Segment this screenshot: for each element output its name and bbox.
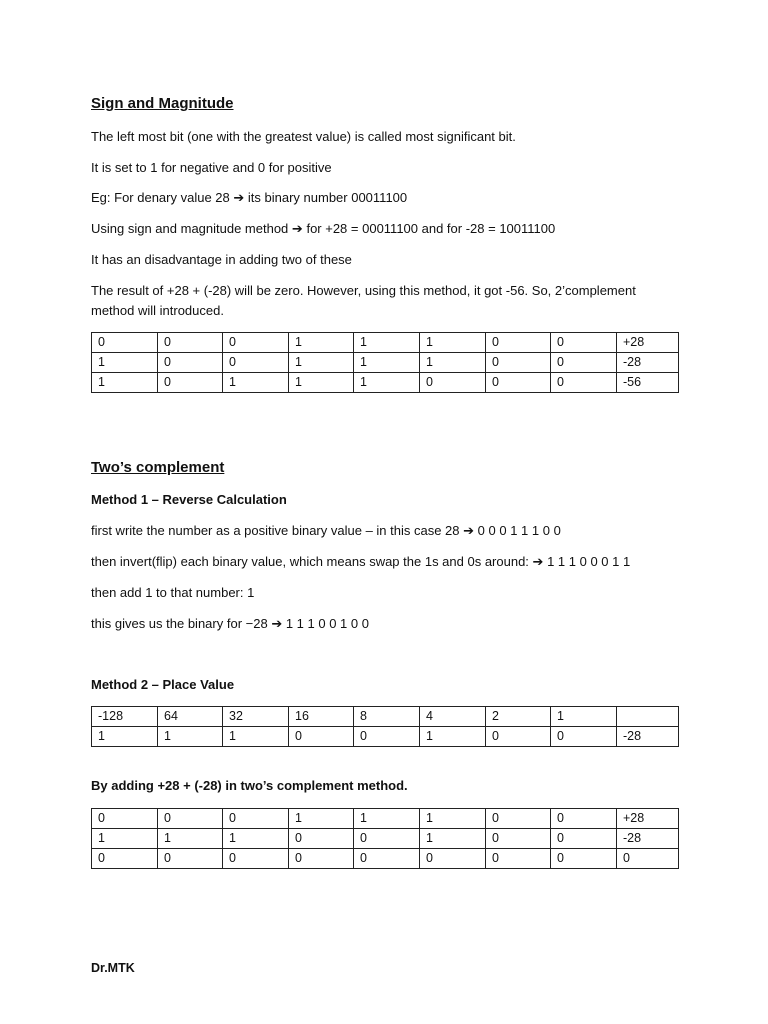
table-cell: 0: [223, 333, 289, 353]
place-value-table: [91, 706, 679, 747]
paragraph-disadvantage: It has an disadvantage in adding two of these: [91, 252, 352, 267]
heading-twos-complement: Two’s complement: [91, 459, 225, 476]
table-cell: 1: [92, 829, 158, 849]
table-cell: 0: [354, 829, 420, 849]
table-cell: 0: [486, 829, 551, 849]
table-cell: 0: [551, 353, 617, 373]
table-row: [92, 829, 679, 849]
table-cell: -56: [617, 373, 679, 393]
method2-title: Method 2 – Place Value: [91, 677, 235, 692]
table-cell: 0: [223, 353, 289, 373]
table-cell: 16: [289, 707, 354, 727]
table-cell: 0: [551, 829, 617, 849]
table-row: [92, 353, 679, 373]
table-cell: 1: [289, 333, 354, 353]
table-cell: 32: [223, 707, 289, 727]
method1-step1: [91, 523, 561, 539]
table-cell: 0: [289, 829, 354, 849]
table-cell: 0: [223, 809, 289, 829]
step1-binary: 0 0 0 1 1 1 0 0: [477, 523, 561, 538]
step4-text: this gives us the binary for −28: [91, 616, 268, 631]
method1-title: Method 1 – Reverse Calculation: [91, 492, 287, 507]
table-cell: 0: [223, 849, 289, 869]
twos-complement-addition-table: [91, 808, 679, 869]
table-cell: 0: [289, 727, 354, 747]
step1-text: first write the number as a positive binary value – in this case 28: [91, 523, 460, 538]
table-cell: 0: [486, 727, 551, 747]
table-cell: 0: [551, 373, 617, 393]
table-row: [92, 849, 679, 869]
paragraph-msb: The left most bit (one with the greatest value) is called most significant bit.: [91, 129, 516, 144]
arrow-icon: ➔: [271, 616, 283, 631]
paragraph-sign-magnitude-method: [91, 221, 555, 237]
table-cell: 0: [486, 809, 551, 829]
example-text-a: Eg: For denary value 28: [91, 190, 230, 205]
table-cell: 1: [223, 373, 289, 393]
table-cell: 1: [223, 727, 289, 747]
table-cell: 0: [92, 849, 158, 869]
table-cell: 0: [617, 849, 679, 869]
table-row: [92, 373, 679, 393]
arrow-icon: ➔: [463, 523, 475, 538]
method1-step3: then add 1 to that number: 1: [91, 585, 255, 600]
sign-magnitude-table: [91, 332, 679, 393]
table-row: [92, 727, 679, 747]
table-cell: 1: [158, 829, 223, 849]
table-cell: 1: [354, 809, 420, 829]
method1-step4: [91, 616, 369, 632]
table-cell: 1: [420, 829, 486, 849]
table-cell: 8: [354, 707, 420, 727]
table-cell: 0: [551, 727, 617, 747]
table-cell: 0: [486, 849, 551, 869]
method-text-a: Using sign and magnitude method: [91, 221, 289, 236]
footer-author: Dr.MTK: [91, 961, 135, 975]
table-cell: 0: [420, 373, 486, 393]
method1-step2: [91, 554, 630, 570]
table-cell: -28: [617, 829, 679, 849]
table-cell: 2: [486, 707, 551, 727]
table-cell: 64: [158, 707, 223, 727]
arrow-icon: ➔: [532, 554, 544, 569]
table-cell: [617, 707, 679, 727]
table-cell: 0: [158, 373, 223, 393]
table-cell: 1: [289, 353, 354, 373]
table-row: [92, 809, 679, 829]
table-cell: 0: [354, 849, 420, 869]
adding-title: By adding +28 + (-28) in two’s complement method.: [91, 778, 408, 793]
table-cell: -28: [617, 353, 679, 373]
paragraph-sign-bit: It is set to 1 for negative and 0 for positive: [91, 160, 332, 175]
step2-text: then invert(flip) each binary value, which means swap the 1s and 0s around:: [91, 554, 529, 569]
table-cell: 0: [551, 809, 617, 829]
table-cell: +28: [617, 333, 679, 353]
table-cell: 0: [420, 849, 486, 869]
table-cell: 0: [92, 809, 158, 829]
table-cell: +28: [617, 809, 679, 829]
table-cell: 4: [420, 707, 486, 727]
table-cell: 0: [158, 353, 223, 373]
table-cell: 1: [354, 333, 420, 353]
table-cell: 1: [354, 373, 420, 393]
paragraph-result-line1: The result of +28 + (-28) will be zero. However, using this method, it got -56. So, 2’complement: [91, 283, 636, 298]
table-cell: 1: [92, 353, 158, 373]
step2-binary: 1 1 1 0 0 0 1 1: [547, 554, 631, 569]
arrow-icon: ➔: [233, 190, 245, 205]
table-cell: 1: [420, 809, 486, 829]
table-cell: 1: [420, 333, 486, 353]
table-cell: 1: [92, 373, 158, 393]
table-cell: 1: [420, 727, 486, 747]
table-row: [92, 707, 679, 727]
paragraph-result-line2: method will introduced.: [91, 303, 224, 318]
table-cell: -128: [92, 707, 158, 727]
table-cell: 0: [354, 727, 420, 747]
heading-sign-magnitude: Sign and Magnitude: [91, 95, 234, 112]
table-cell: 1: [551, 707, 617, 727]
table-cell: 1: [289, 809, 354, 829]
table-cell: 0: [158, 809, 223, 829]
arrow-icon: ➔: [291, 221, 303, 236]
table-cell: 1: [354, 353, 420, 373]
table-cell: 0: [486, 353, 551, 373]
table-cell: 1: [420, 353, 486, 373]
table-cell: 1: [92, 727, 158, 747]
table-cell: 1: [289, 373, 354, 393]
example-text-b: its binary number 00011100: [247, 190, 408, 205]
table-cell: 0: [289, 849, 354, 869]
table-cell: 0: [551, 333, 617, 353]
step4-binary: 1 1 1 0 0 1 0 0: [285, 616, 369, 631]
table-cell: 0: [92, 333, 158, 353]
table-row: [92, 333, 679, 353]
table-cell: 0: [158, 333, 223, 353]
table-cell: -28: [617, 727, 679, 747]
table-cell: 1: [158, 727, 223, 747]
table-cell: 0: [551, 849, 617, 869]
table-cell: 0: [486, 373, 551, 393]
method-text-b: for +28 = 00011100 and for -28 = 10011100: [306, 221, 556, 236]
table-cell: 0: [158, 849, 223, 869]
paragraph-example: [91, 190, 407, 206]
table-cell: 1: [223, 829, 289, 849]
table-cell: 0: [486, 333, 551, 353]
